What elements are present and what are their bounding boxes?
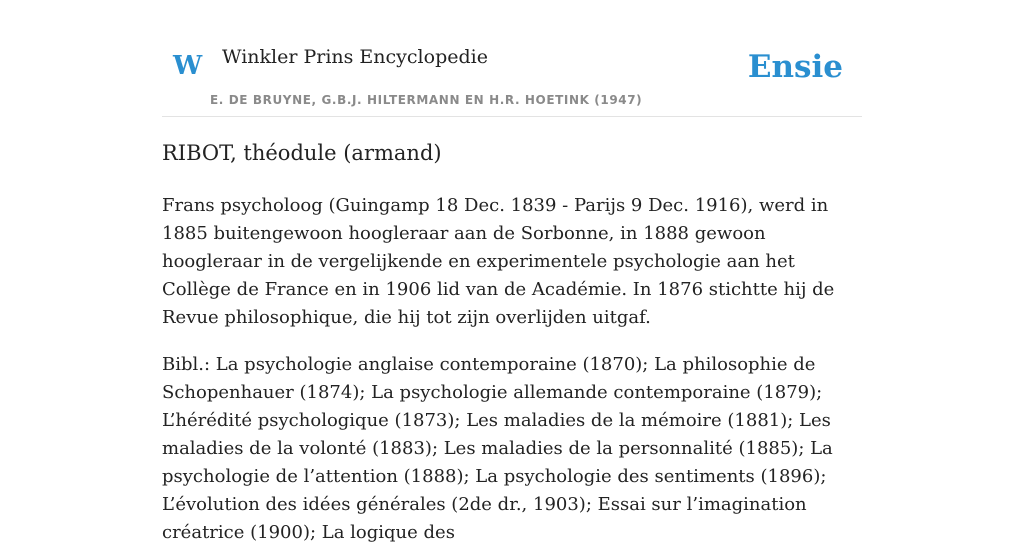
source-header <box>162 0 862 117</box>
entry-paragraph-bibliography: Bibl.: La psychologie anglaise contemporaine (1870); La philosophie de Schopenhauer (1874); La psychologie allemande contemporaine (1879); L’hérédité psychologique (1873); Les maladies de la mémoire (1881); Les maladies de la volonté (1883); Les maladies de la personnalité (1885); La psychologie de l’attention (1888); La psychologie des sentiments (1896); L’évolution des idées générales (2de dr., 1903); Essai sur l’imagination créatrice (1900); La logique des <box>162 354 833 543</box>
entry-title: RIBOT, théodule (armand) <box>162 141 442 165</box>
source-title[interactable]: Winkler Prins Encyclopedie <box>222 46 488 68</box>
entry-paragraph-description: Frans psycholoog (Guingamp 18 Dec. 1839 - Parijs 9 Dec. 1916), werd in 1885 buitengewoon hoogleraar aan de Sorbonne, in 1888 gewoon hoogleraar in de vergelijkende en experimentele psychologie aan het Collège de France en in 1906 lid van de Académie. In 1876 stichtte hij de Revue philosophique, die hij tot zijn overlijden uitgaf. <box>162 195 835 328</box>
brand-logo[interactable]: Ensie <box>747 49 843 85</box>
source-authors: E. DE BRUYNE, G.B.J. HILTERMANN EN H.R. HOETINK (1947) <box>210 93 643 107</box>
source-logo[interactable]: W <box>173 51 203 81</box>
